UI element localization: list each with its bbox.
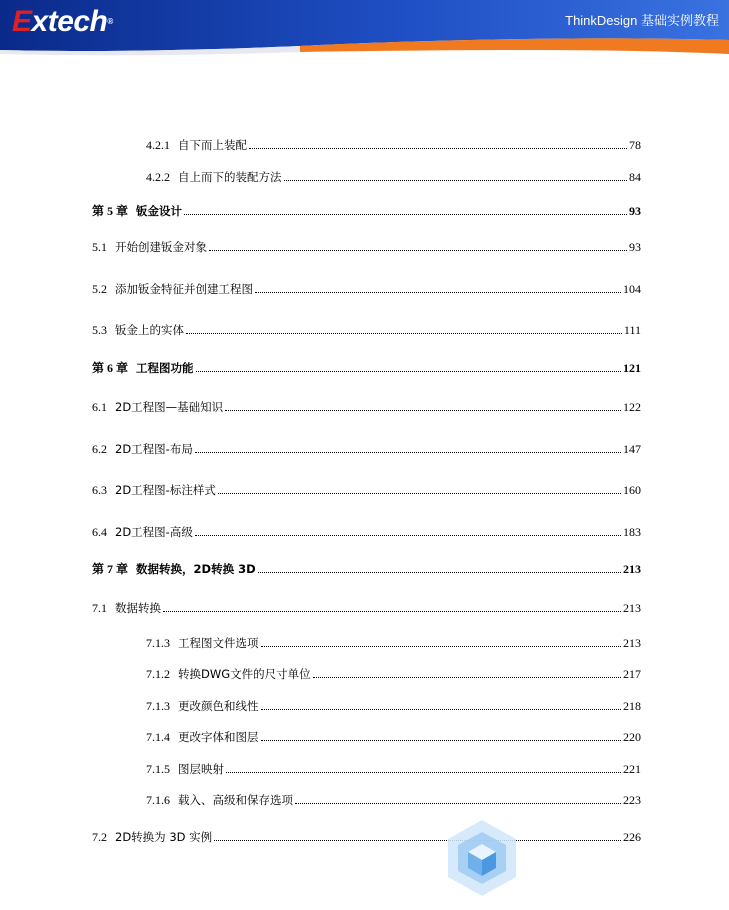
toc-page-number: 121 [623,361,641,375]
toc-page-number: 220 [623,730,641,744]
toc-title: 钣金设计 [136,204,183,218]
toc-number: 4.2.2 [146,170,170,184]
toc-page-number: 213 [623,636,641,650]
toc-leader-dots [313,677,621,678]
toc-number: 6.4 [92,525,107,539]
toc-number: 5.1 [92,240,107,254]
toc-page-number: 93 [629,204,641,218]
toc-page-number: 213 [623,562,641,576]
toc-leader-dots [261,646,622,647]
toc-title: 工程图功能 [136,361,194,375]
toc-number: 7.1 [92,601,107,615]
toc-title: 开始创建钣金对象 [115,240,207,254]
toc-page-number: 147 [623,442,641,456]
toc-entry-section[interactable] [92,236,641,254]
toc-leader-dots [163,611,621,612]
toc-number: 第 6 章 [92,361,129,375]
toc-page-number: 221 [623,762,641,776]
toc-page-number: 104 [623,282,641,296]
toc-leader-dots [195,535,621,536]
toc-page-number: 218 [623,699,641,713]
toc-leader-dots [214,840,621,841]
toc-number: 4.2.1 [146,138,170,152]
toc-entry-chapter[interactable] [92,200,641,218]
toc-number: 7.1.3 [146,636,170,650]
toc-entry-sub[interactable] [146,695,641,713]
toc-entry-section[interactable] [92,826,641,844]
toc-title: 自下而上装配 [178,138,247,152]
toc-title: 2D工程图-布局 [115,442,193,456]
toc-title: 数据转换 [115,601,161,615]
toc-leader-dots [186,333,622,334]
toc-title: 载入、高级和保存选项 [178,793,293,807]
toc-title: 2D转换为 3D 实例 [115,830,213,844]
toc-page-number: 223 [623,793,641,807]
toc-page-number: 160 [623,483,641,497]
toc-number: 第 7 章 [92,562,129,576]
toc-page-number: 122 [623,400,641,414]
toc-title: 钣金上的实体 [115,323,184,337]
toc-entry-sub[interactable] [146,632,641,650]
toc-title: 更改字体和图层 [178,730,259,744]
toc-number: 7.1.5 [146,762,170,776]
toc-number: 5.2 [92,282,107,296]
toc-entry-section[interactable] [92,521,641,539]
extech-logo: Extech® [12,5,113,38]
toc-leader-dots [196,371,621,372]
toc-entry-sub[interactable] [146,134,641,152]
toc-leader-dots [255,292,621,293]
toc-leader-dots [195,452,621,453]
toc-page-number: 226 [623,830,641,844]
toc-number: 7.1.2 [146,667,170,681]
toc-leader-dots [209,250,627,251]
toc-number: 7.1.4 [146,730,170,744]
toc-entry-section[interactable] [92,479,641,497]
toc-page-number: 78 [629,138,641,152]
toc-leader-dots [218,493,621,494]
toc-entry-sub[interactable] [146,726,641,744]
toc-entry-sub[interactable] [146,789,641,807]
toc-number: 7.1.3 [146,699,170,713]
toc-entry-section[interactable] [92,396,641,414]
toc-title: 图层映射 [178,762,224,776]
toc-page-number: 84 [629,170,641,184]
toc-title: 2D工程图—基础知识 [115,400,224,414]
toc-leader-dots [184,214,627,215]
toc-number: 6.2 [92,442,107,456]
toc-title: 自上而下的装配方法 [178,170,282,184]
header-title: ThinkDesign 基础实例教程 [565,13,719,28]
cube-watermark-icon [444,818,520,898]
toc-page-number: 217 [623,667,641,681]
toc-leader-dots [261,740,622,741]
toc-leader-dots [261,709,622,710]
toc-entry-section[interactable] [92,438,641,456]
toc-entry-sub[interactable] [146,663,641,681]
toc-title: 数据转换，2D转换 3D [136,562,256,576]
toc-leader-dots [225,410,621,411]
toc-entry-section[interactable] [92,278,641,296]
toc-page-number: 111 [623,323,641,337]
toc-entry-sub[interactable] [146,166,641,184]
toc-title: 2D工程图-标注样式 [115,483,216,497]
toc-leader-dots [295,803,621,804]
toc-leader-dots [258,572,621,573]
toc-page-number: 213 [623,601,641,615]
toc-number: 7.1.6 [146,793,170,807]
toc-title: 添加钣金特征并创建工程图 [115,282,253,296]
toc-title: 转换DWG文件的尺寸单位 [178,667,311,681]
toc-title: 更改颜色和线性 [178,699,259,713]
toc-number: 第 5 章 [92,204,129,218]
toc-page-number: 93 [629,240,641,254]
toc-leader-dots [249,148,627,149]
toc-entry-section[interactable] [92,597,641,615]
toc-number: 6.3 [92,483,107,497]
toc-page-number: 183 [623,525,641,539]
toc-number: 5.3 [92,323,107,337]
toc-leader-dots [284,180,628,181]
toc-title: 工程图文件选项 [178,636,259,650]
toc-entry-chapter[interactable] [92,357,641,375]
toc-entry-chapter[interactable] [92,558,641,576]
toc-title: 2D工程图-高级 [115,525,193,539]
toc-number: 7.2 [92,830,107,844]
toc-number: 6.1 [92,400,107,414]
toc-leader-dots [226,772,621,773]
toc-entry-section[interactable] [92,319,641,337]
toc-entry-sub[interactable] [146,758,641,776]
